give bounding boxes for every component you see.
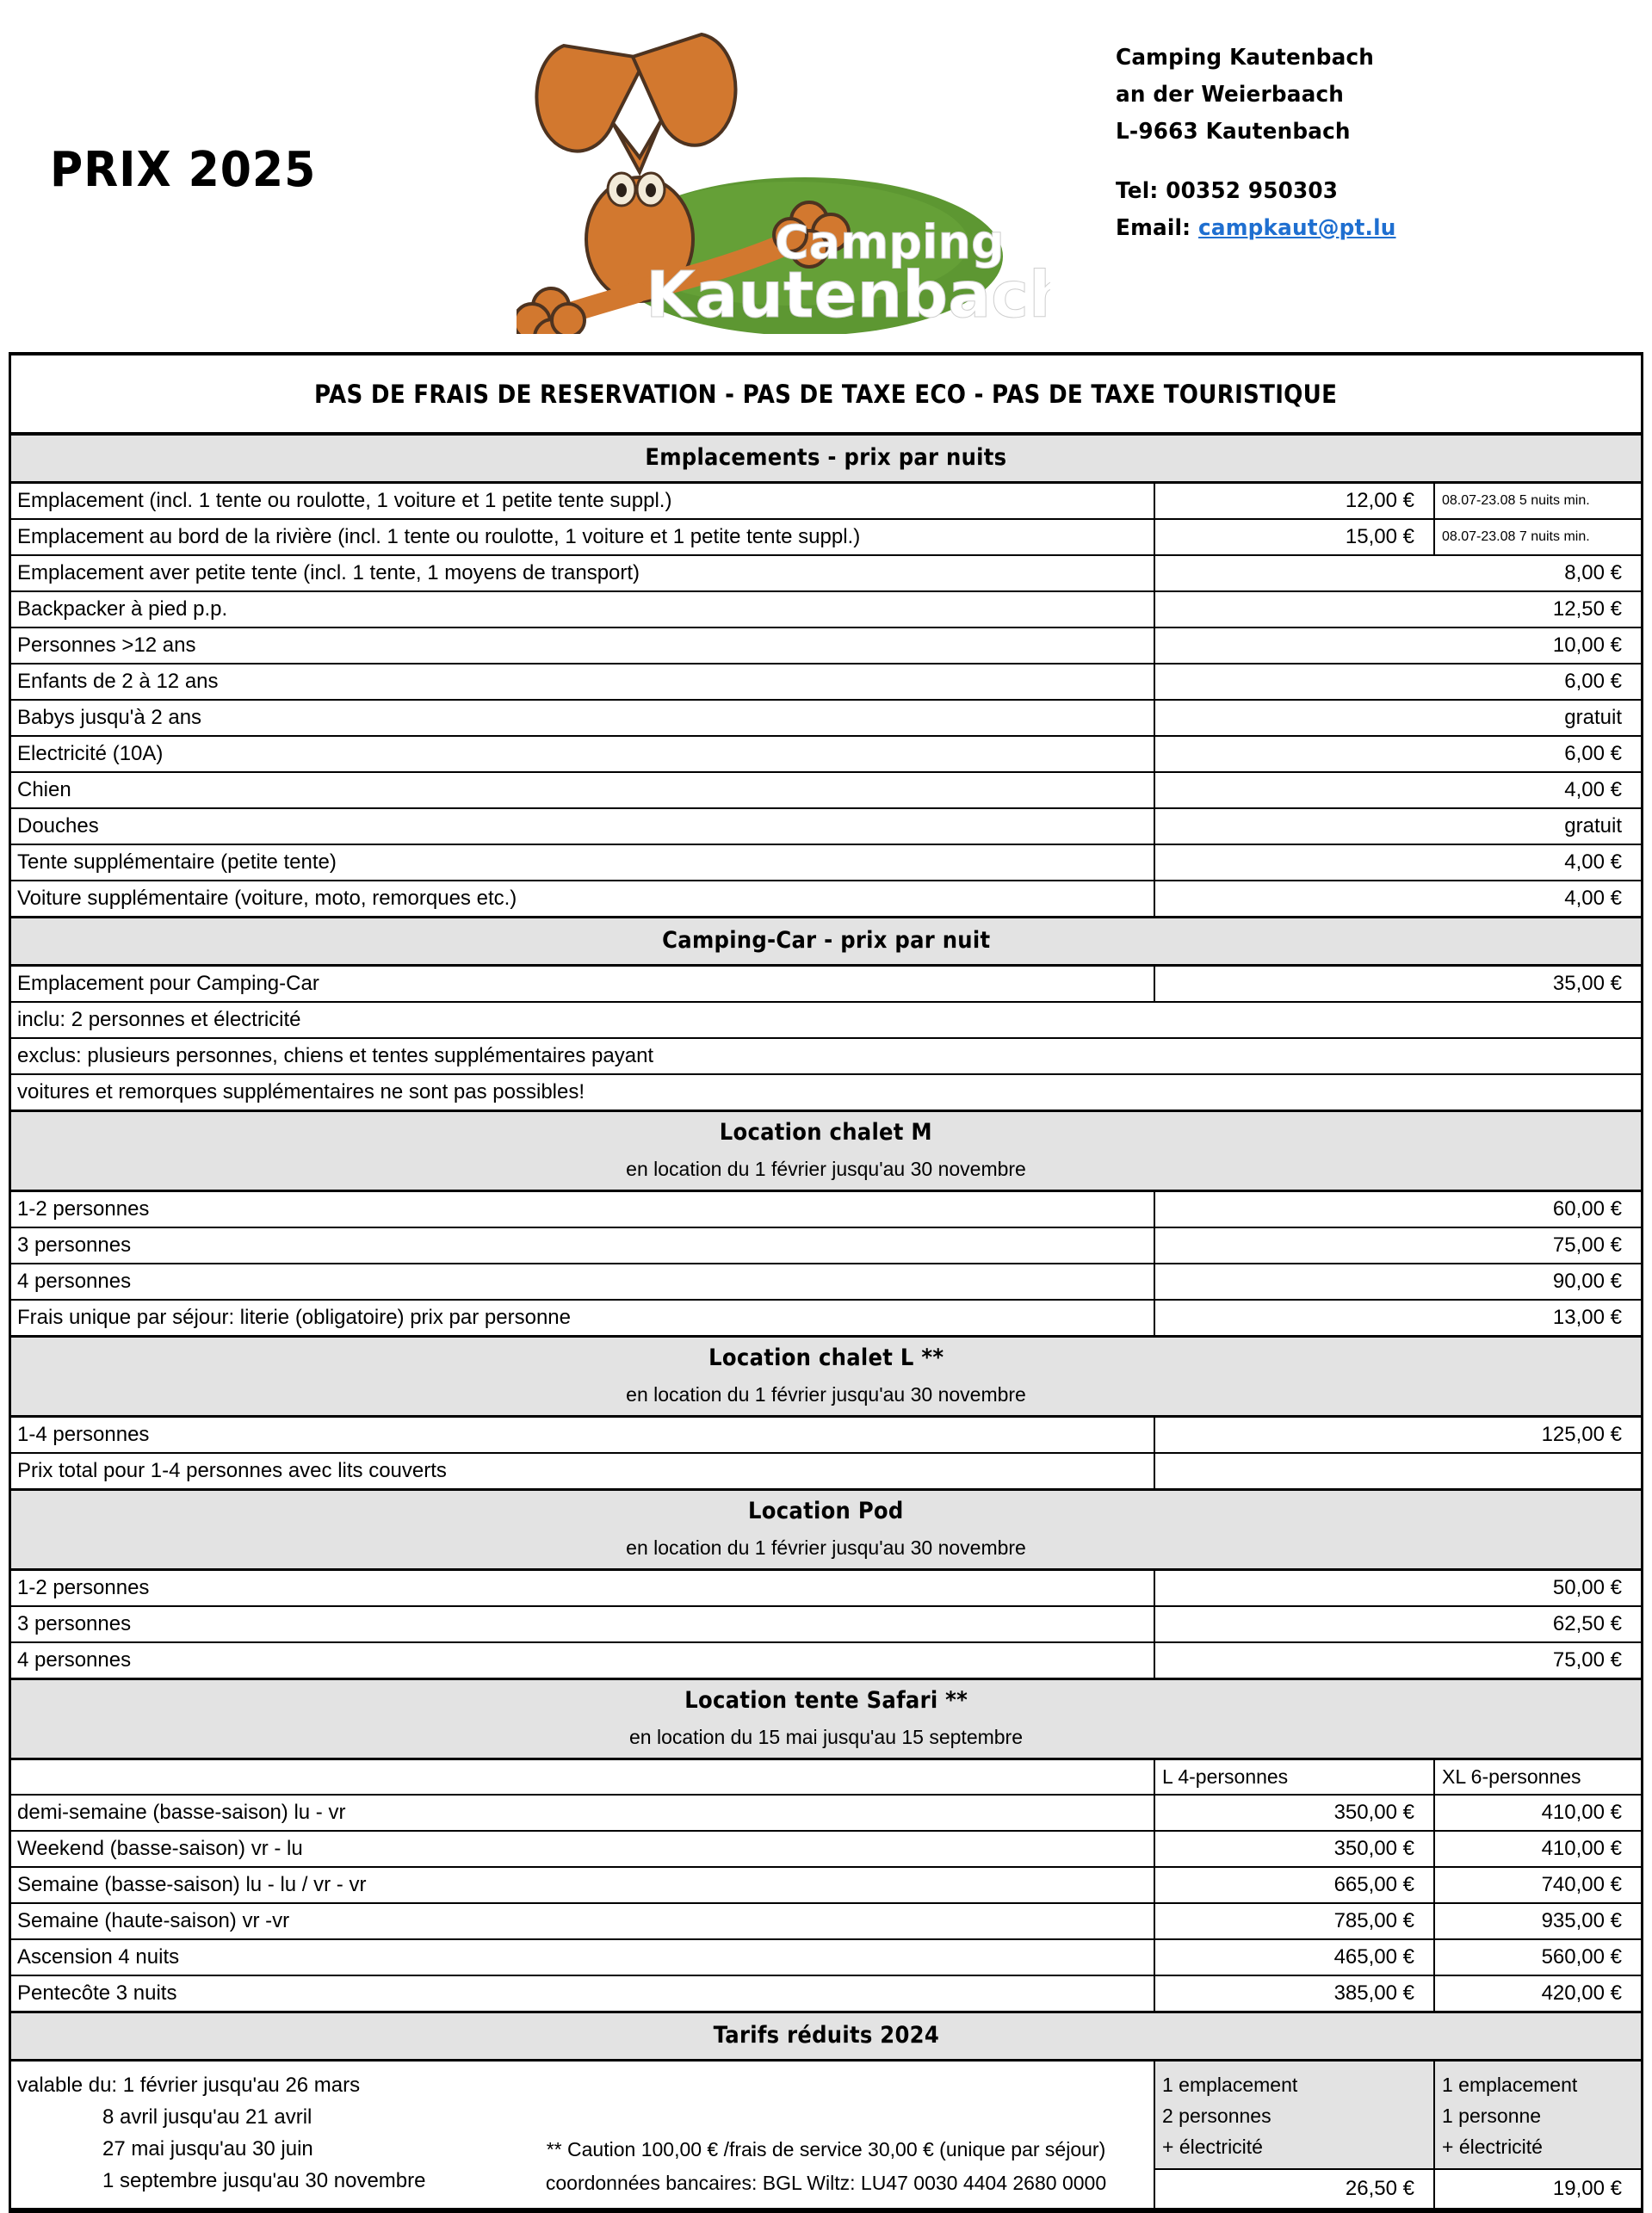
tarifs-option-b-price: 19,00 € xyxy=(1552,2177,1622,2200)
table-row xyxy=(11,628,1641,665)
row-price: 10,00 € xyxy=(1552,634,1622,657)
row-label: Weekend (basse-saison) vr - lu xyxy=(11,1832,1155,1866)
row-price-xl: 740,00 € xyxy=(1541,1873,1622,1896)
table-row xyxy=(11,592,1641,628)
camping-kautenbach-logo xyxy=(517,7,1050,334)
row-label: Babys jusqu'à 2 ans xyxy=(11,701,1155,735)
row-price: 6,00 € xyxy=(1564,742,1622,765)
contact-spacer xyxy=(1116,151,1396,173)
row-label: Chien xyxy=(11,773,1155,807)
option-line-1: 1 emplacement xyxy=(1442,2074,1578,2096)
section-title: Camping-Car - prix par nuit xyxy=(661,927,991,954)
section-title: Location chalet L ** xyxy=(708,1344,944,1371)
contact-email-label: Email: xyxy=(1116,215,1191,241)
table-row xyxy=(11,1264,1641,1301)
row-label: Personnes >12 ans xyxy=(11,628,1155,663)
row-note: exclus: plusieurs personnes, chiens et tentes supplémentaires payant xyxy=(17,1044,654,1067)
row-price: 75,00 € xyxy=(1552,1233,1622,1257)
row-label: 1-2 personnes xyxy=(11,1192,1155,1227)
row-price: 62,50 € xyxy=(1552,1612,1622,1635)
contact-street: an der Weierbaach xyxy=(1116,82,1345,108)
row-price-l: 465,00 € xyxy=(1155,1940,1435,1975)
row-price-l: 385,00 € xyxy=(1155,1976,1435,2011)
row-price: 75,00 € xyxy=(1552,1648,1622,1672)
row-note: voitures et remorques supplémentaires ne sont pas possibles! xyxy=(17,1080,585,1103)
row-label: Semaine (haute-saison) vr -vr xyxy=(11,1904,1155,1938)
section-header-pod xyxy=(11,1490,1641,1571)
table-row xyxy=(11,1075,1641,1111)
row-price-l: 785,00 € xyxy=(1155,1904,1435,1938)
row-price: 12,50 € xyxy=(1552,597,1622,621)
validity-line: 27 mai jusqu'au 30 juin xyxy=(102,2137,313,2160)
section-header-camping-car xyxy=(11,918,1641,967)
table-row xyxy=(11,967,1641,1003)
row-price: 90,00 € xyxy=(1552,1270,1622,1293)
no-fees-banner-text: PAS DE FRAIS DE RESERVATION - PAS DE TAXE ECO - PAS DE TAXE TOURISTIQUE xyxy=(314,379,1338,409)
section-header-chalet-m xyxy=(11,1111,1641,1192)
row-price: gratuit xyxy=(1564,706,1622,729)
table-row xyxy=(11,1571,1641,1607)
row-label: demi-semaine (basse-saison) lu - vr xyxy=(11,1796,1155,1830)
row-label: Frais unique par séjour: literie (obligatoire) prix par personne xyxy=(11,1301,1155,1335)
row-label: 4 personnes xyxy=(11,1264,1155,1299)
row-price: 13,00 € xyxy=(1552,1306,1622,1329)
section-title: Emplacements - prix par nuits xyxy=(645,444,1007,471)
row-label: Electricité (10A) xyxy=(11,737,1155,771)
row-price: 50,00 € xyxy=(1552,1576,1622,1599)
table-row xyxy=(11,556,1641,592)
table-row xyxy=(11,1868,1641,1904)
logo-brand-line2: Kautenbach xyxy=(646,258,1050,332)
column-header-blank xyxy=(11,1760,1155,1794)
table-row xyxy=(11,665,1641,701)
option-line-3: + électricité xyxy=(1442,2136,1543,2158)
row-price: 4,00 € xyxy=(1564,887,1622,910)
row-price: 35,00 € xyxy=(1552,972,1622,995)
row-label: Semaine (basse-saison) lu - lu / vr - vr xyxy=(11,1868,1155,1902)
option-line-2: 2 personnes xyxy=(1162,2105,1271,2127)
table-row xyxy=(11,1301,1641,1337)
row-note: 08.07-23.08 5 nuits min. xyxy=(1442,493,1590,508)
column-header-xl: XL 6-personnes xyxy=(1442,1765,1581,1788)
table-row xyxy=(11,845,1641,881)
footer-deposit-note: ** Caution 100,00 € /frais de service 30,00 € (unique par séjour) xyxy=(546,2138,1106,2160)
table-row xyxy=(11,881,1641,918)
page-footer xyxy=(0,2133,1652,2200)
row-price-xl: 410,00 € xyxy=(1541,1801,1622,1824)
validity-line: 1 septembre jusqu'au 30 novembre xyxy=(102,2169,426,2192)
row-price: 60,00 € xyxy=(1552,1197,1622,1221)
row-label: Backpacker à pied p.p. xyxy=(11,592,1155,627)
row-label: 3 personnes xyxy=(11,1228,1155,1263)
contact-email-link[interactable]: campkaut@pt.lu xyxy=(1198,215,1396,241)
table-row xyxy=(11,1940,1641,1976)
row-price-l: 665,00 € xyxy=(1155,1868,1435,1902)
section-subtitle: en location du 15 mai jusqu'au 15 septembre xyxy=(628,1726,1024,1748)
table-row xyxy=(11,1976,1641,2012)
option-line-2: 1 personne xyxy=(1442,2105,1542,2127)
table-row xyxy=(11,1796,1641,1832)
row-label: Ascension 4 nuits xyxy=(11,1940,1155,1975)
validity-line: valable du: 1 février jusqu'au 26 mars xyxy=(17,2074,361,2097)
row-label: 1-4 personnes xyxy=(11,1418,1155,1452)
row-label: Pentecôte 3 nuits xyxy=(11,1976,1155,2011)
contact-name: Camping Kautenbach xyxy=(1116,45,1375,71)
logo-brand-line1: Camping xyxy=(775,215,1005,269)
table-row xyxy=(11,1832,1641,1868)
section-title: Tarifs réduits 2024 xyxy=(713,2022,939,2049)
row-price-l: 350,00 € xyxy=(1155,1796,1435,1830)
row-price-xl: 560,00 € xyxy=(1541,1945,1622,1969)
table-row xyxy=(11,1454,1641,1490)
row-price-xl: 420,00 € xyxy=(1541,1981,1622,2005)
no-fees-banner xyxy=(11,355,1641,435)
row-label: Douches xyxy=(11,809,1155,844)
row-note: inclu: 2 personnes et électricité xyxy=(17,1008,301,1031)
row-label: Enfants de 2 à 12 ans xyxy=(11,665,1155,699)
row-label: 3 personnes xyxy=(11,1607,1155,1641)
section-subtitle: en location du 1 février jusqu'au 30 novembre xyxy=(626,1383,1026,1406)
validity-line: 8 avril jusqu'au 21 avril xyxy=(102,2105,312,2129)
row-price: 12,00 € xyxy=(1155,484,1435,518)
option-line-3: + électricité xyxy=(1162,2136,1263,2158)
contact-phone: Tel: 00352 950303 xyxy=(1116,178,1339,204)
row-label: Tente supplémentaire (petite tente) xyxy=(11,845,1155,880)
table-row xyxy=(11,520,1641,556)
table-row xyxy=(11,1607,1641,1643)
table-row xyxy=(11,701,1641,737)
tarifs-option-a-price: 26,50 € xyxy=(1345,2177,1414,2200)
row-label: 1-2 personnes xyxy=(11,1571,1155,1605)
row-price: 8,00 € xyxy=(1564,561,1622,584)
table-row xyxy=(11,1192,1641,1228)
section-header-chalet-l xyxy=(11,1337,1641,1418)
row-label: Emplacement aver petite tente (incl. 1 tente, 1 moyens de transport) xyxy=(11,556,1155,590)
row-price: 6,00 € xyxy=(1564,670,1622,693)
table-row xyxy=(11,809,1641,845)
row-label: Emplacement (incl. 1 tente ou roulotte, 1 voiture et 1 petite tente suppl.) xyxy=(11,484,1155,518)
section-header-emplacements xyxy=(11,435,1641,484)
row-price: 4,00 € xyxy=(1564,850,1622,874)
column-header-l: L 4-personnes xyxy=(1155,1760,1435,1794)
row-price xyxy=(1155,1454,1641,1488)
row-price-xl: 935,00 € xyxy=(1541,1909,1622,1932)
table-row xyxy=(11,484,1641,520)
row-price: gratuit xyxy=(1564,814,1622,838)
page-header xyxy=(0,0,1652,344)
table-row xyxy=(11,1228,1641,1264)
row-price: 125,00 € xyxy=(1541,1423,1622,1446)
section-title: Location chalet M xyxy=(719,1119,933,1146)
table-header-row xyxy=(11,1760,1641,1796)
footer-bank-details: coordonnées bancaires: BGL Wiltz: LU47 0030 4404 2680 0000 xyxy=(545,2172,1107,2194)
contact-email-row xyxy=(1116,210,1396,247)
section-header-safari xyxy=(11,1679,1641,1760)
option-line-1: 1 emplacement xyxy=(1162,2074,1298,2096)
table-row xyxy=(11,1418,1641,1454)
row-note: 08.07-23.08 7 nuits min. xyxy=(1442,529,1590,544)
row-label: 4 personnes xyxy=(11,1643,1155,1678)
row-price: 4,00 € xyxy=(1564,778,1622,801)
section-title: Location Pod xyxy=(748,1498,904,1524)
section-header-tarifs-reduits xyxy=(11,2012,1641,2062)
contact-block xyxy=(1116,40,1396,247)
row-label: Emplacement pour Camping-Car xyxy=(11,967,1155,1001)
table-row xyxy=(11,1039,1641,1075)
section-subtitle: en location du 1 février jusqu'au 30 novembre xyxy=(626,1536,1026,1559)
table-row xyxy=(11,737,1641,773)
row-price: 15,00 € xyxy=(1155,520,1435,554)
price-table xyxy=(9,352,1643,2213)
row-label: Emplacement au bord de la rivière (incl. 1 tente ou roulotte, 1 voiture et 1 petite tente suppl.) xyxy=(11,520,1155,554)
row-price-xl: 410,00 € xyxy=(1541,1837,1622,1860)
row-label: Prix total pour 1-4 personnes avec lits couverts xyxy=(11,1454,1155,1488)
table-row xyxy=(11,773,1641,809)
row-price-l: 350,00 € xyxy=(1155,1832,1435,1866)
table-row xyxy=(11,1904,1641,1940)
row-label: Voiture supplémentaire (voiture, moto, remorques etc.) xyxy=(11,881,1155,916)
contact-city: L-9663 Kautenbach xyxy=(1116,119,1351,145)
section-title: Location tente Safari ** xyxy=(684,1687,968,1714)
section-subtitle: en location du 1 février jusqu'au 30 novembre xyxy=(626,1158,1026,1180)
page-title: PRIX 2025 xyxy=(50,142,317,198)
table-row xyxy=(11,1003,1641,1039)
table-row xyxy=(11,1643,1641,1679)
